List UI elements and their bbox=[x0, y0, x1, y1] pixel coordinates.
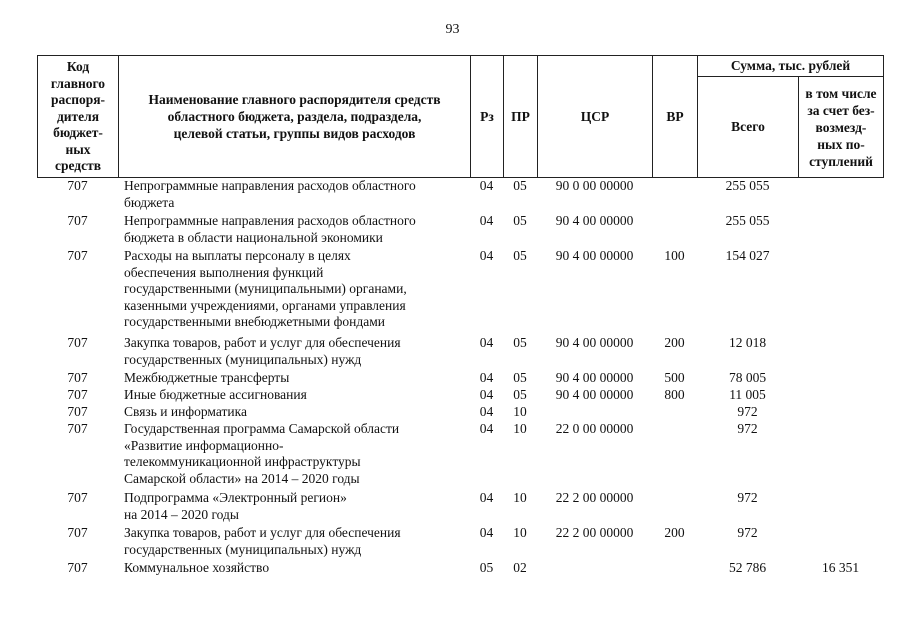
header-rz: Рз bbox=[480, 108, 494, 124]
cell-rz: 04 bbox=[479, 335, 494, 350]
cell-pr: 05 bbox=[513, 213, 527, 228]
cell-total: 255 055 bbox=[725, 213, 770, 228]
cell-name bbox=[124, 404, 470, 421]
name-line: Непрограммные направления расходов областного bbox=[124, 178, 416, 193]
cell-pr: 05 bbox=[513, 248, 527, 263]
cell-rz: 04 bbox=[479, 490, 494, 505]
header-grant bbox=[799, 77, 883, 177]
cell-name bbox=[124, 490, 470, 523]
name-line: Непрограммные направления расходов областного bbox=[124, 213, 416, 228]
cell-vr: 200 bbox=[664, 335, 685, 350]
cell-pr: 05 bbox=[513, 178, 527, 193]
cell-pr: 05 bbox=[513, 387, 527, 402]
name-line: телекоммуникационной инфраструктуры bbox=[124, 454, 361, 469]
cell-total: 78 005 bbox=[728, 370, 767, 385]
col-border bbox=[883, 55, 884, 178]
cell-code: 707 bbox=[67, 560, 88, 575]
name-line: бюджета в области национальной экономики bbox=[124, 229, 383, 245]
cell-grant: 16 351 bbox=[821, 560, 860, 575]
cell-rz: 04 bbox=[479, 421, 494, 436]
cell-vr: 200 bbox=[664, 525, 685, 540]
header-code-line: Код bbox=[66, 59, 90, 75]
name-line: бюджета bbox=[124, 194, 175, 210]
cell-code: 707 bbox=[67, 490, 88, 505]
header-grant-line: возмезд- bbox=[815, 119, 867, 135]
cell-code: 707 bbox=[67, 213, 88, 228]
header-name bbox=[119, 56, 470, 177]
header-pr: ПР bbox=[511, 108, 530, 124]
cell-rz: 05 bbox=[479, 560, 494, 575]
cell-pr: 10 bbox=[513, 490, 527, 505]
cell-name bbox=[124, 421, 470, 487]
cell-rz: 04 bbox=[479, 370, 494, 385]
cell-rz: 04 bbox=[479, 387, 494, 402]
header-sum: Сумма, тыс. рублей bbox=[730, 58, 851, 73]
cell-total: 52 786 bbox=[728, 560, 767, 575]
cell-name bbox=[124, 335, 470, 368]
header-csr: ЦСР bbox=[580, 108, 610, 124]
name-line: Закупка товаров, работ и услуг для обеспечения bbox=[124, 335, 401, 350]
header-grant-line: за счет без- bbox=[807, 102, 875, 118]
name-line: казенными учреждениями, органами управления bbox=[124, 297, 406, 313]
cell-total: 972 bbox=[737, 490, 758, 505]
name-line: Межбюджетные трансферты bbox=[124, 370, 290, 385]
header-code-line: средств bbox=[54, 158, 102, 174]
cell-code: 707 bbox=[67, 370, 88, 385]
cell-rz: 04 bbox=[479, 178, 494, 193]
cell-code: 707 bbox=[67, 525, 88, 540]
header-code-line: главного bbox=[50, 75, 106, 91]
name-line: Коммунальное хозяйство bbox=[124, 560, 270, 575]
header-code-line: распоря- bbox=[50, 92, 106, 108]
cell-pr: 10 bbox=[513, 525, 527, 540]
cell-vr: 100 bbox=[664, 248, 685, 263]
name-line: Иные бюджетные ассигнования bbox=[124, 387, 307, 402]
cell-total: 972 bbox=[737, 421, 758, 436]
header-name-line: областного бюджета, раздела, подраздела, bbox=[167, 109, 422, 124]
header-code-line: ных bbox=[65, 141, 91, 157]
header-name-line: целевой статьи, группы видов расходов bbox=[173, 126, 416, 141]
header-code bbox=[38, 57, 118, 177]
cell-code: 707 bbox=[67, 387, 88, 402]
cell-csr: 90 4 00 00000 bbox=[555, 248, 634, 263]
name-line: государственных (муниципальных) нужд bbox=[124, 351, 362, 367]
cell-pr: 05 bbox=[513, 335, 527, 350]
cell-name bbox=[124, 387, 470, 404]
name-line: Закупка товаров, работ и услуг для обеспечения bbox=[124, 525, 401, 540]
header-grant-line: ных по- bbox=[817, 136, 865, 152]
cell-csr: 90 4 00 00000 bbox=[555, 335, 634, 350]
cell-csr: 90 4 00 00000 bbox=[555, 213, 634, 228]
header-code-line: дителя bbox=[56, 108, 100, 124]
cell-name bbox=[124, 370, 470, 387]
name-line: Подпрограмма «Электронный регион» bbox=[124, 490, 347, 505]
cell-total: 972 bbox=[737, 404, 758, 419]
cell-name bbox=[124, 560, 470, 577]
cell-csr: 90 0 00 00000 bbox=[555, 178, 634, 193]
name-line: на 2014 – 2020 годы bbox=[124, 506, 239, 522]
cell-total: 255 055 bbox=[725, 178, 770, 193]
header-grant-line: ступлений bbox=[809, 153, 873, 169]
header-name-line: Наименование главного распорядителя средств bbox=[148, 92, 441, 107]
header-total: Всего bbox=[731, 119, 765, 134]
name-line: Связь и информатика bbox=[124, 404, 247, 419]
cell-total: 972 bbox=[737, 525, 758, 540]
name-line: государственными внебюджетными фондами bbox=[124, 314, 386, 329]
cell-csr: 90 4 00 00000 bbox=[555, 370, 634, 385]
cell-name bbox=[124, 178, 470, 211]
name-line: «Развитие информационно- bbox=[124, 437, 284, 453]
cell-csr: 22 2 00 00000 bbox=[555, 490, 634, 505]
cell-pr: 02 bbox=[513, 560, 527, 575]
cell-code: 707 bbox=[67, 178, 88, 193]
cell-total: 11 005 bbox=[729, 387, 766, 402]
header-code-line: бюджет- bbox=[53, 125, 103, 141]
cell-rz: 04 bbox=[479, 248, 494, 263]
cell-csr: 22 2 00 00000 bbox=[555, 525, 634, 540]
cell-code: 707 bbox=[67, 248, 88, 263]
cell-csr: 90 4 00 00000 bbox=[555, 387, 634, 402]
name-line: Расходы на выплаты персоналу в целях bbox=[124, 248, 351, 263]
cell-code: 707 bbox=[67, 404, 88, 419]
name-line: государственных (муниципальных) нужд bbox=[124, 541, 362, 557]
cell-rz: 04 bbox=[479, 404, 494, 419]
cell-total: 154 027 bbox=[725, 248, 770, 263]
cell-name bbox=[124, 248, 470, 331]
cell-name bbox=[124, 213, 470, 246]
name-line: обеспечения выполнения функций bbox=[124, 264, 324, 280]
cell-csr: 22 0 00 00000 bbox=[555, 421, 634, 436]
cell-rz: 04 bbox=[479, 213, 494, 228]
cell-rz: 04 bbox=[479, 525, 494, 540]
cell-vr: 800 bbox=[664, 387, 685, 402]
cell-name bbox=[124, 525, 470, 558]
header-grant-line: в том числе bbox=[805, 85, 877, 101]
cell-code: 707 bbox=[67, 421, 88, 436]
name-line: Государственная программа Самарской области bbox=[124, 421, 400, 436]
name-line: Самарской области» на 2014 – 2020 годы bbox=[124, 470, 360, 486]
page-number: 93 bbox=[445, 22, 460, 37]
name-line: государственными (муниципальными) органами, bbox=[124, 281, 407, 296]
cell-pr: 05 bbox=[513, 370, 527, 385]
cell-total: 12 018 bbox=[728, 335, 767, 350]
cell-pr: 10 bbox=[513, 421, 527, 436]
cell-vr: 500 bbox=[664, 370, 685, 385]
cell-pr: 10 bbox=[513, 404, 527, 419]
cell-code: 707 bbox=[67, 335, 88, 350]
header-vr: ВР bbox=[666, 108, 684, 124]
